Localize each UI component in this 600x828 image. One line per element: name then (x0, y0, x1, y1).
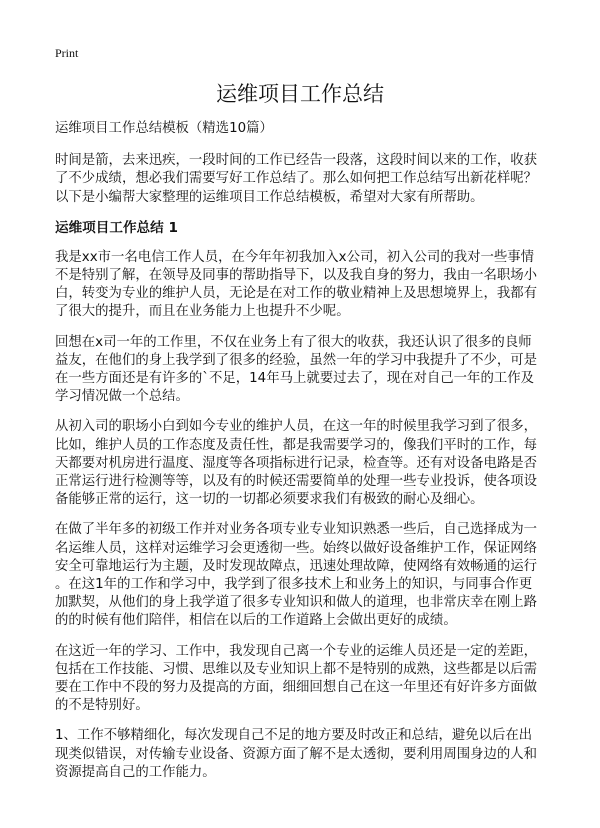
text-line: 加默契，从他们的身上我学道了很多专业知识和做人的道理，也非常庆幸在刚上路 (55, 595, 538, 611)
section-heading: 运维项目工作总结 1 (55, 219, 178, 236)
text-line: 正常运行进行检测等等，以及有的时候还需要简单的处理一些专业投诉，使各项设 (55, 474, 538, 490)
text-line: 要在工作中不段的努力及提高的方面，细细回想自己在这一年里还有好许多方面做 (55, 680, 538, 696)
page-title: 运维项目工作总结 (216, 82, 384, 106)
text-line: 益友，在他们的身上我学到了很多的经验，虽然一年的学习中我提升了不少，可是 (55, 352, 538, 368)
text-line: 学习情况做一个总结。 (55, 389, 189, 405)
text-line: 从初入司的职场小白到如今专业的维护人员，在这一年的时候里我学习到了很多， (55, 419, 538, 435)
document-body (55, 120, 555, 794)
text-line: 在这近一年的学习、工作中，我发现自己离一个专业的运维人员还是一定的差距， (55, 643, 538, 659)
print-link[interactable]: Print (55, 46, 79, 60)
text-line: 资源提高自己的工作能力。 (55, 764, 216, 780)
paragraph (55, 521, 555, 630)
text-line: 现类似错误，对传输专业设备、资源方面了解不是太透彻，要利用周围身边的人和 (55, 746, 538, 762)
paragraph (55, 418, 555, 509)
paragraph (55, 249, 555, 322)
text-line: 天都要对机房进行温度、湿度等各项指标进行记录，检查等。还有对设备电路是否 (55, 455, 538, 471)
paragraph (55, 727, 555, 782)
text-line: 了很大的提升，而且在业务能力上也提升不少呢。 (55, 304, 350, 320)
text-line: 1、工作不够精细化，每次发现自己不足的地方要及时改正和总结，避免以后在出 (55, 728, 533, 744)
text-line: 的不是特别好。 (55, 698, 149, 714)
text-line: 时间是箭，去来迅疾，一段时间的工作已经告一段落，这段时间以来的工作，收获 (55, 153, 538, 169)
document-subtitle: 运维项目工作总结模板（精选10篇） (55, 121, 273, 136)
text-line: 的的时候有他们陪伴，相信在以后的工作道路上会做出更好的成绩。 (55, 613, 457, 629)
text-line: 在做了半年多的初级工作并对业务各项专业专业知识熟悉一些后，自己选择成为一 (55, 522, 538, 538)
text-line: 比如，维护人员的工作态度及责任性，都是我需要学习的，像我们平时的工作，每 (55, 437, 538, 453)
text-line: 在一些方面还是有许多的`不足，14年马上就要过去了，现在对自己一年的工作及 (55, 371, 535, 387)
text-line: 包括在工作技能、习惯、思维以及专业知识上都不是特别的成熟，这些都是以后需 (55, 661, 538, 677)
paragraph (55, 643, 555, 716)
text-line: 回想在x司一年的工作里，不仅在业务上有了很大的收获，我还认识了很多的良师 (55, 334, 532, 350)
intro-paragraph (55, 152, 555, 207)
text-line: 了不少成绩，想必我们需要写好工作总结了。那么如何把工作总结写出新花样呢？ (55, 171, 538, 187)
text-line: 备能够正常的运行，这一切的一切都必须要求我们有极致的耐心及细心。 (55, 492, 484, 508)
paragraph (55, 334, 555, 407)
text-line: 白，转变为专业的维护人员，无论是在对工作的敬业精神上及思想境界上，我都有 (55, 286, 538, 302)
text-line: 不是特别了解，在领导及同事的帮助指导下，以及我自身的努力，我由一名职场小 (55, 268, 538, 284)
text-line: 安全可靠地运行为主题，及时发现故障点，迅速处理故障，使网络有效畅通的运行 (55, 558, 538, 574)
text-line: 我是xx市一名电信工作人员，在今年年初我加入x公司，初入公司的我对一些事情 (55, 249, 535, 265)
text-line: 以下是小编帮大家整理的运维项目工作总结模板，希望对大家有所帮助。 (55, 189, 484, 205)
text-line: 名运维人员，这样对运维学习会更透彻一些。始终以做好设备维护工作，保证网络 (55, 540, 538, 556)
text-line: 。在这1年的工作和学习中，我学到了很多技术上和业务上的知识，与同事合作更 (55, 577, 533, 593)
